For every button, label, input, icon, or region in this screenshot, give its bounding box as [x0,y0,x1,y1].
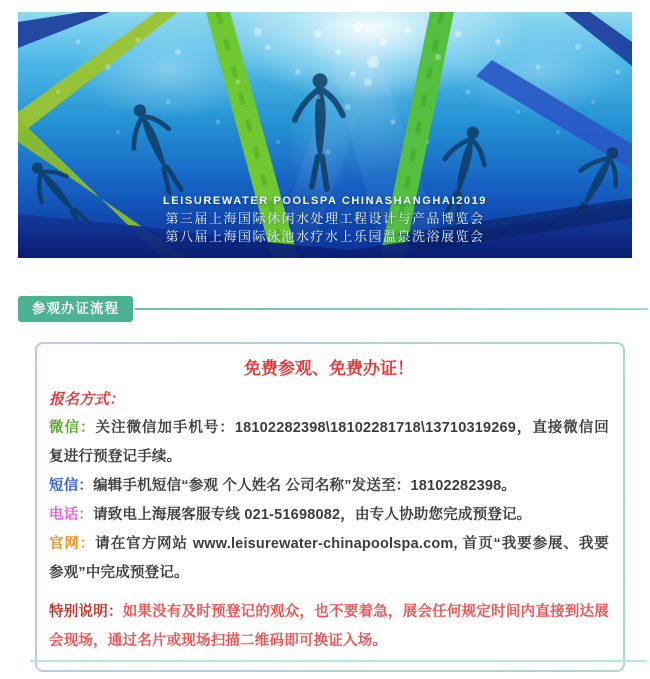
bottom-divider-line [30,660,647,662]
banner-subtitle-2: 第八届上海国际泳池水疗水上乐园温泉洗浴展览会 [165,229,485,244]
method-text-website: 请在官方网站 www.leisurewater-chinapoolspa.com, 首页“我要参展、我要参观”中完成预登记。 [49,536,609,581]
method-row-wechat [49,414,609,472]
banner-title-en: LEISUREWATER POOLSPA CHINASHANGHAI2019 [162,195,488,207]
method-text-phone: 请致电上海展客服专线 021-51698082，由专人协助您完成预登记。 [93,507,532,523]
special-note-text: 如果没有及时预登记的观众，也不要着急，展会任何规定时间内直接到达展会现场，通过名片或现场扫描二维码即可换证入场。 [49,604,609,649]
notice-box [37,344,623,670]
banner-subtitle-1: 第三届上海国际休闲水处理工程设计与产品博览会 [165,211,485,226]
banner [18,12,632,258]
method-text-sms: 编辑手机短信“参观 个人姓名 公司名称”发送至：18102282398。 [93,478,517,494]
notice-headline: 免费参观、免费办证！ [244,359,414,378]
method-label-sms: 短信： [49,478,94,494]
section-divider-line [135,308,648,310]
section-tab: 参观办证流程 [18,296,133,322]
method-row-website [49,530,609,588]
special-note-label: 特别说明： [49,604,123,620]
special-note [49,598,609,656]
banner-text-overlay [18,193,632,246]
method-row-phone [49,501,609,530]
method-text-wechat: 关注微信加手机号：18102282398\18102281718\13710319269，直接微信回复进行预登记手续。 [49,420,609,465]
method-label-website: 官网： [49,536,96,552]
section-header [18,296,648,322]
notice-subheading: 报名方式： [49,391,125,408]
method-row-sms [49,472,609,501]
method-label-wechat: 微信： [49,420,96,436]
notice-box-border [35,342,625,672]
method-label-phone: 电话： [49,507,94,523]
